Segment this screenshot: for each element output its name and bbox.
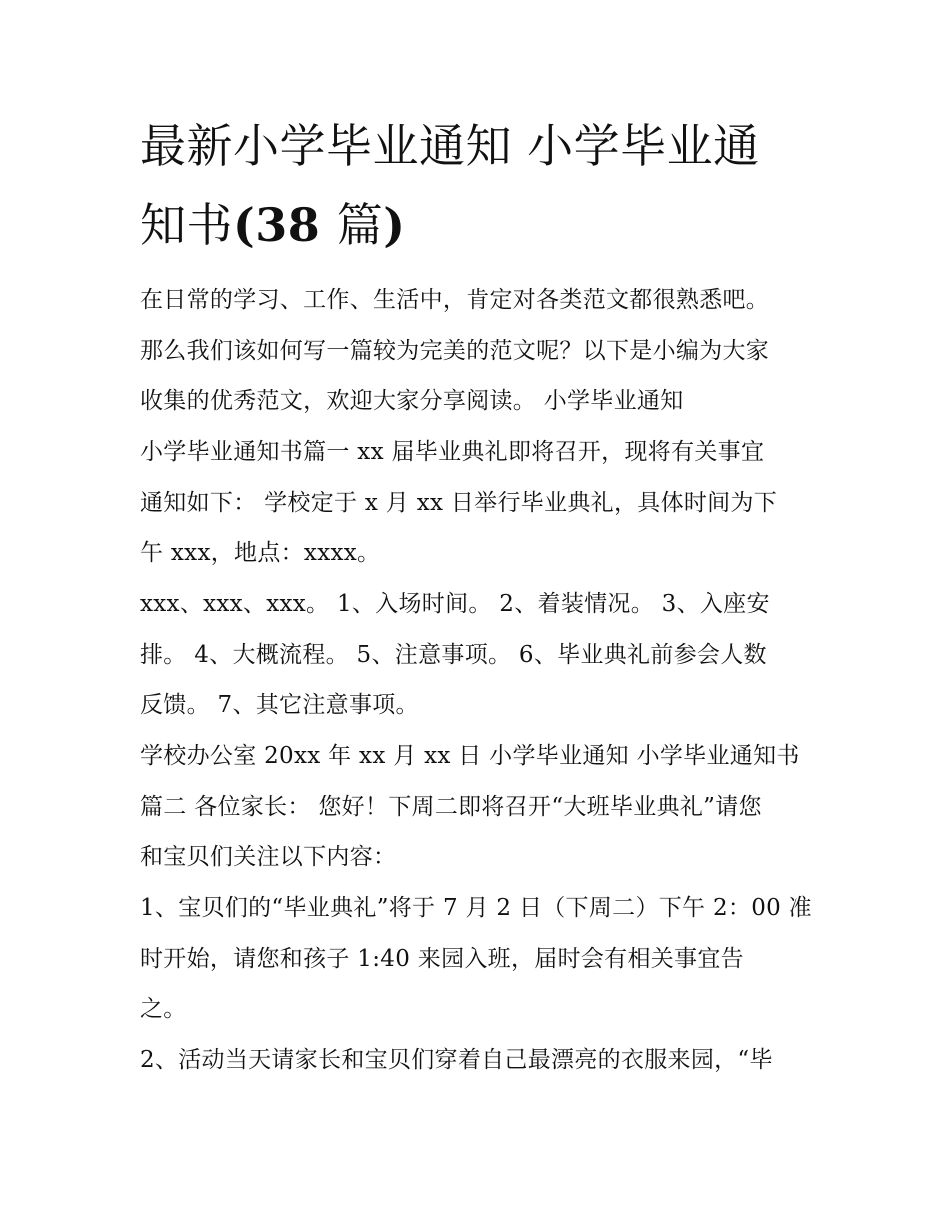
body-line: 和宝贝们关注以下内容： bbox=[140, 844, 397, 870]
body-line: 通知如下： 学校定于 x 月 xx 日举行毕业典礼，具体时间为下 bbox=[140, 490, 778, 516]
title-part-unit: 篇 bbox=[336, 198, 384, 252]
document-title-line-1: 最新小学毕业通知 小学毕业通 bbox=[140, 119, 760, 173]
body-line: 午 xxx，地点：xxxx。 bbox=[140, 540, 381, 566]
body-line: 在日常的学习、工作、生活中，肯定对各类范文都很熟悉吧。 bbox=[140, 287, 770, 313]
document-title-line-2 bbox=[140, 198, 406, 252]
body-line: xxx、xxx、xxx。 1、入场时间。 2、着装情况。 3、入座安 bbox=[140, 591, 770, 617]
body-line: 篇二 各位家长： 您好！下周二即将召开“大班毕业典礼”请您 bbox=[140, 794, 762, 820]
body-line: 2、活动当天请家长和宝贝们穿着自己最漂亮的衣服来园，“毕 bbox=[140, 1047, 773, 1073]
body-line: 1、宝贝们的“毕业典礼”将于 7 月 2 日（下周二）下午 2：00 准 bbox=[140, 895, 812, 921]
body-line: 学校办公室 20xx 年 xx 月 xx 日 小学毕业通知 小学毕业通知书 bbox=[140, 743, 800, 769]
body-line: 收集的优秀范文，欢迎大家分享阅读。 小学毕业通知 bbox=[140, 388, 684, 414]
title-part-text: 知书 bbox=[140, 198, 233, 252]
body-line: 之。 bbox=[140, 996, 187, 1022]
title-part-count: (38 bbox=[233, 198, 337, 252]
title-part-close: ) bbox=[383, 198, 406, 252]
body-line: 排。 4、大概流程。 5、注意事项。 6、毕业典礼前参会人数 bbox=[140, 642, 767, 668]
body-line: 那么我们该如何写一篇较为完美的范文呢？以下是小编为大家 bbox=[140, 338, 770, 364]
body-line: 时开始，请您和孩子 1:40 来园入班，届时会有相关事宜告 bbox=[140, 946, 744, 972]
body-line: 小学毕业通知书篇一 xx 届毕业典礼即将召开，现将有关事宜 bbox=[140, 439, 765, 465]
body-line: 反馈。 7、其它注意事项。 bbox=[140, 692, 419, 718]
